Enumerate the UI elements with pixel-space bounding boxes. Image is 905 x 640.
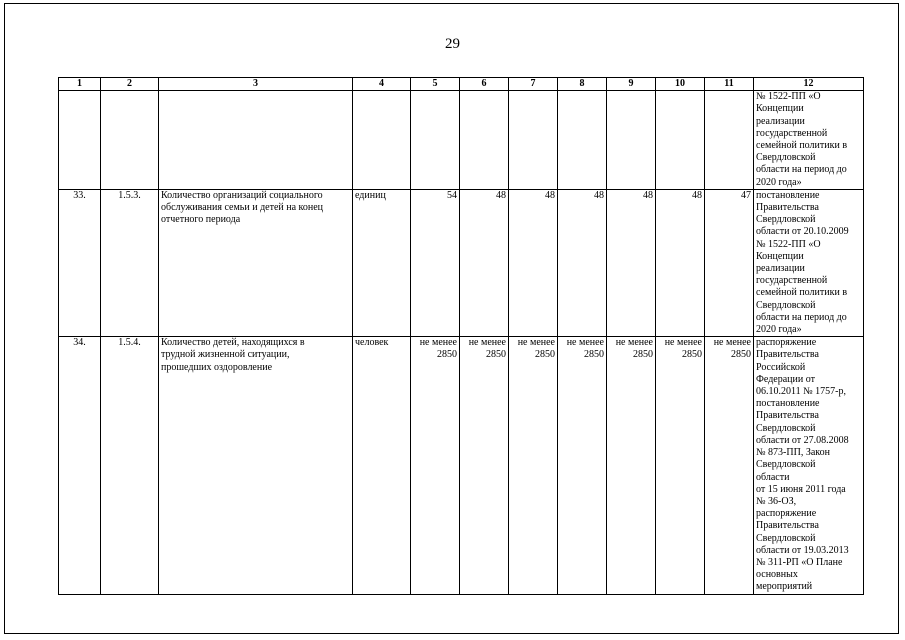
col-header-7: 7	[509, 78, 558, 91]
value-cell: не менее 2850	[509, 337, 558, 595]
value-cell: не менее 2850	[460, 337, 509, 595]
value-cell	[411, 91, 460, 190]
row-code-cell: 1.5.4.	[101, 337, 159, 595]
value-cell: не менее 2850	[411, 337, 460, 595]
row-code-cell	[101, 91, 159, 190]
value-cell: 48	[558, 189, 607, 336]
source-document-cell: № 1522-ПП «О Концепции реализации государственной семейной политики в Свердловской области на период до 2020 года»	[754, 91, 864, 190]
value-cell: 48	[607, 189, 656, 336]
col-header-1: 1	[59, 78, 101, 91]
value-cell: 54	[411, 189, 460, 336]
col-header-5: 5	[411, 78, 460, 91]
col-header-4: 4	[353, 78, 411, 91]
table-row	[59, 337, 864, 595]
col-header-8: 8	[558, 78, 607, 91]
value-cell	[705, 91, 754, 190]
indicator-name-cell: Количество организаций социального обслуживания семьи и детей на конец отчетного периода	[159, 189, 353, 336]
source-document-cell: распоряжение Правительства Российской Федерации от 06.10.2011 № 1757-р, постановление Правительства Свердловской области от 27.08.2008 № 873-ПП, Закон Свердловской области от 15 июня 2011 года № 36-ОЗ, распоряжение Правительства Свердловской области от 19.03.2013 № 311-РП «О Плане основных мероприятий	[754, 337, 864, 595]
indicator-name-cell	[159, 91, 353, 190]
page-number: 29	[445, 36, 460, 52]
unit-cell: человек	[353, 337, 411, 595]
col-header-11: 11	[705, 78, 754, 91]
value-cell: не менее 2850	[656, 337, 705, 595]
value-cell: не менее 2850	[558, 337, 607, 595]
col-header-9: 9	[607, 78, 656, 91]
row-number-cell: 33.	[59, 189, 101, 336]
value-cell	[656, 91, 705, 190]
table-row	[59, 91, 864, 190]
value-cell: не менее 2850	[607, 337, 656, 595]
indicator-table	[58, 77, 864, 595]
value-cell: не менее 2850	[705, 337, 754, 595]
value-cell	[558, 91, 607, 190]
col-header-6: 6	[460, 78, 509, 91]
row-code-cell: 1.5.3.	[101, 189, 159, 336]
col-header-3: 3	[159, 78, 353, 91]
value-cell: 48	[656, 189, 705, 336]
indicator-name-cell: Количество детей, находящихся в трудной жизненной ситуации, прошедших оздоровление	[159, 337, 353, 595]
value-cell	[460, 91, 509, 190]
value-cell: 48	[460, 189, 509, 336]
table-row	[59, 189, 864, 336]
unit-cell	[353, 91, 411, 190]
row-number-cell: 34.	[59, 337, 101, 595]
col-header-10: 10	[656, 78, 705, 91]
value-cell	[607, 91, 656, 190]
value-cell	[509, 91, 558, 190]
value-cell: 48	[509, 189, 558, 336]
unit-cell: единиц	[353, 189, 411, 336]
col-header-2: 2	[101, 78, 159, 91]
source-document-cell: постановление Правительства Свердловской области от 20.10.2009 № 1522-ПП «О Концепции реализации государственной семейной политики в Свердловской области на период до 2020 года»	[754, 189, 864, 336]
value-cell: 47	[705, 189, 754, 336]
row-number-cell	[59, 91, 101, 190]
table-header-row	[59, 78, 864, 91]
col-header-12: 12	[754, 78, 864, 91]
